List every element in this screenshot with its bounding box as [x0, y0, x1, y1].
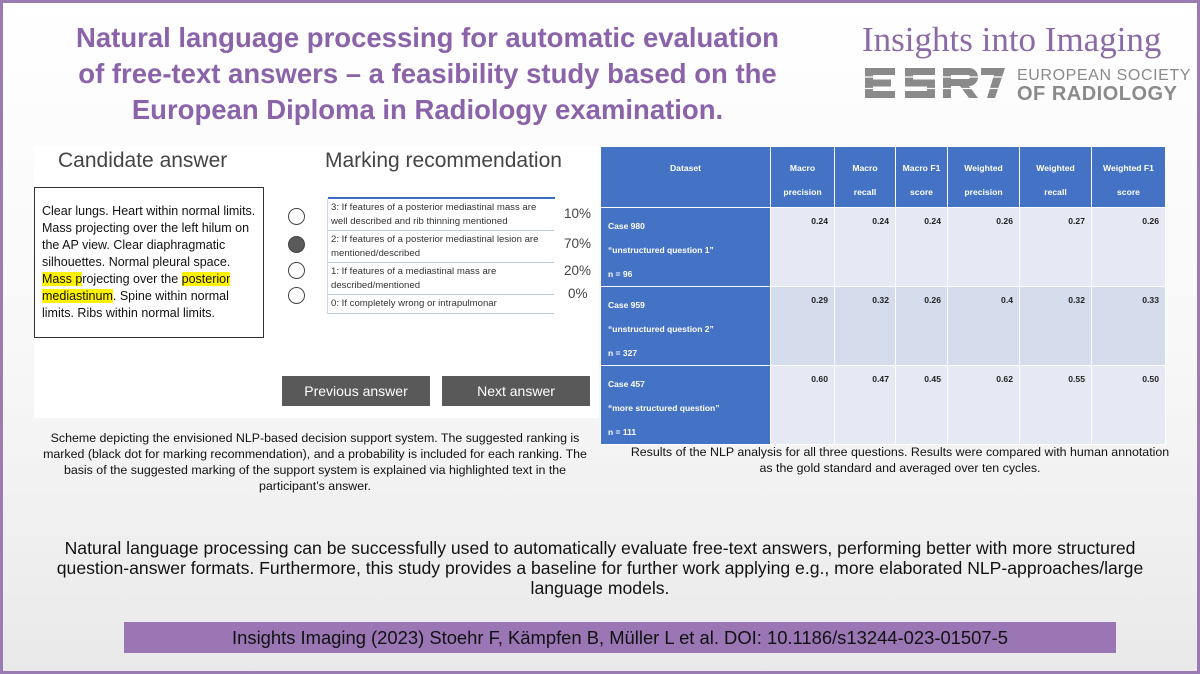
- value-cell: 0.32: [835, 287, 896, 366]
- society-line-1: EUROPEAN SOCIETY: [1017, 67, 1192, 84]
- value-cell: 0.24: [835, 208, 896, 287]
- results-caption: Results of the NLP analysis for all three questions. Results were compared with human annotation as the gold standard and averaged over ten cycles.: [630, 445, 1170, 475]
- value-cell: 0.60: [771, 366, 835, 445]
- citation-bar: Insights Imaging (2023) Stoehr F, Kämpfen B, Müller L et al. DOI: 10.1186/s13244-023-01507-5: [124, 622, 1116, 653]
- value-cell: 0.29: [771, 287, 835, 366]
- value-cell: 0.45: [896, 366, 948, 445]
- candidate-answer-heading: Candidate answer: [58, 149, 228, 172]
- marking-options-list: [327, 199, 554, 314]
- esr-logo-icon: [865, 66, 1005, 100]
- marking-option-3: 3: If features of a posterior mediastinal mass are well described and rib thinning mentioned: [328, 199, 554, 231]
- header-macro-recall: Macro recall: [835, 147, 896, 208]
- candidate-answer-box: [34, 187, 264, 338]
- dataset-cell: Case 457 “more structured question” n = 111: [601, 366, 771, 445]
- radio-option-0[interactable]: [288, 287, 305, 304]
- value-cell: 0.33: [1092, 287, 1166, 366]
- title-line-3: European Diploma in Radiology examination.: [131, 94, 724, 125]
- previous-answer-button[interactable]: Previous answer: [282, 376, 430, 406]
- radio-option-3[interactable]: [288, 208, 305, 225]
- header-weighted-recall: Weighted recall: [1020, 147, 1092, 208]
- marking-option-1: 1: If features of a mediastinal mass are described/mentioned: [328, 263, 554, 295]
- dataset-cell: Case 959 “unstructured question 2” n = 327: [601, 287, 771, 366]
- answer-highlight-2: posterior mediastinum: [42, 272, 231, 303]
- value-cell: 0.26: [896, 287, 948, 366]
- next-answer-button[interactable]: Next answer: [442, 376, 590, 406]
- answer-text: . Spine within normal limits. Ribs within normal limits.: [42, 289, 229, 320]
- answer-text: rojecting over the: [82, 272, 182, 286]
- table-row: [601, 366, 1166, 445]
- value-cell: 0.27: [1020, 208, 1092, 287]
- radio-option-1[interactable]: [288, 262, 305, 279]
- marking-option-2: 2: If features of a posterior mediastinal lesion are mentioned/described: [328, 231, 554, 263]
- title-line-1: Natural language processing for automatic evaluation: [76, 22, 779, 53]
- table-header-row: [601, 147, 1166, 208]
- value-cell: 0.26: [1092, 208, 1166, 287]
- society-line-2: OF RADIOLOGY: [1017, 83, 1178, 105]
- answer-highlight-1: Mass p: [42, 272, 83, 286]
- table-row: [601, 287, 1166, 366]
- conclusion-text: Natural language processing can be successfully used to automatically evaluate free-text answers, performing better with more structured question-answer formats. Furthermore, this study provides a baseline for further work applying e.g., more elaborated NLP-approaches/large language models.: [56, 538, 1144, 598]
- page-title: [20, 20, 835, 128]
- decision-support-scheme: [34, 146, 599, 418]
- marking-option-0: 0: If completely wrong or intrapulmonar: [328, 295, 554, 314]
- value-cell: 0.62: [948, 366, 1020, 445]
- value-cell: 0.26: [948, 208, 1020, 287]
- value-cell: 0.32: [1020, 287, 1092, 366]
- dataset-cell: Case 980 “unstructured question 1” n = 96: [601, 208, 771, 287]
- probability-option-2: 70%: [564, 236, 592, 251]
- title-line-2: of free-text answers – a feasibility study based on the: [78, 58, 777, 89]
- results-table: [600, 146, 1166, 445]
- answer-text: Clear lungs. Heart within normal limits. Mass projecting over the left hilum on the AP view. Clear diaphragmatic silhouettes. Normal pleural space.: [42, 204, 256, 269]
- value-cell: 0.50: [1092, 366, 1166, 445]
- marking-recommendation-heading: Marking recommendation: [325, 149, 562, 172]
- value-cell: 0.47: [835, 366, 896, 445]
- table-row: [601, 208, 1166, 287]
- value-cell: 0.24: [896, 208, 948, 287]
- society-name: [1017, 68, 1191, 104]
- header-macro-f1: Macro F1 score: [896, 147, 948, 208]
- scheme-caption: Scheme depicting the envisioned NLP-based decision support system. The suggested ranking is marked (black dot for marking recommendation), and a probability is included for each ranking. The basis of the suggested marking of the support system is explained via highlighted text in the participant’s answer.: [43, 431, 587, 493]
- radio-option-2-selected[interactable]: [288, 236, 305, 253]
- value-cell: 0.24: [771, 208, 835, 287]
- header-weighted-precision: Weighted precision: [948, 147, 1020, 208]
- probability-option-3: 10%: [564, 206, 592, 221]
- value-cell: 0.4: [948, 287, 1020, 366]
- value-cell: 0.55: [1020, 366, 1092, 445]
- journal-name: Insights into Imaging: [862, 20, 1162, 59]
- probability-option-0: 0%: [568, 286, 588, 301]
- header-weighted-f1: Weighted F1 score: [1092, 147, 1166, 208]
- header-macro-precision: Macro precision: [771, 147, 835, 208]
- probability-option-1: 20%: [564, 263, 592, 278]
- header-dataset: Dataset: [601, 147, 771, 208]
